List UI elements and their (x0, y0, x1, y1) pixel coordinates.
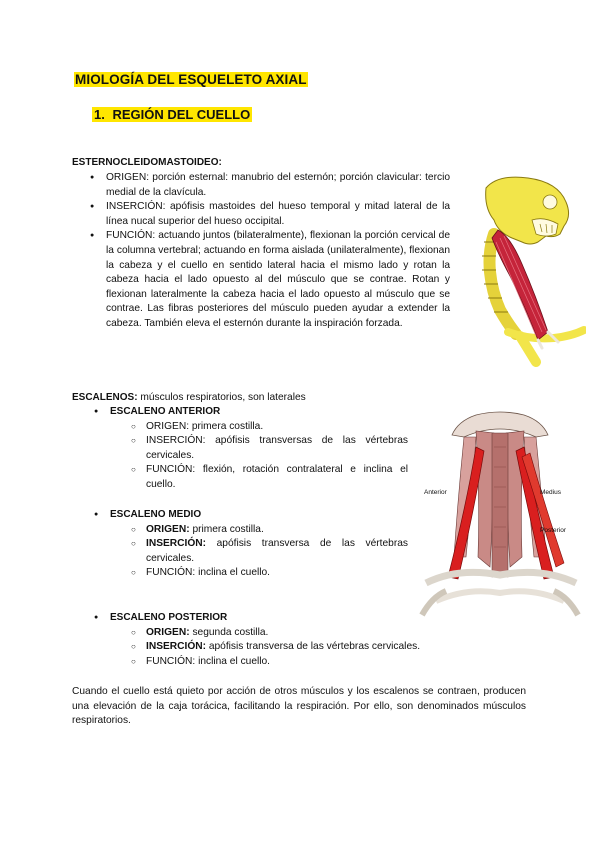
origin-label: ORIGEN: (146, 626, 190, 638)
function-label: FUNCIÓN: (146, 567, 196, 579)
scalene-medio-function (130, 566, 408, 581)
function-value: inclina el cuello. (198, 567, 271, 579)
function-value: inclina el cuello. (198, 655, 271, 667)
scm-insertion: ● INSERCIÓN: apófisis mastoides del hueso temporal y mitad lateral de la línea nucal superior del hueso occipital. (88, 200, 450, 229)
scalene-anterior-heading: ● ESCALENO ANTERIOR (92, 405, 412, 420)
origin-value: segunda costilla. (192, 626, 269, 638)
scm-heading: ESTERNOCLEIDOMASTOIDEO: (72, 157, 222, 168)
scalene-medio-insertion (130, 537, 408, 566)
scalene-posterior-insertion (130, 640, 492, 655)
section-title: REGIÓN DEL CUELLO (112, 107, 251, 122)
label-posterior: Posterior (540, 527, 567, 534)
insertion-label: INSERCIÓN: (146, 538, 206, 550)
scalene-anterior-insertion: ○ INSERCIÓN: apófisis transversas de las vértebras cervicales. (130, 434, 408, 463)
document-title: MIOLOGÍA DEL ESQUELETO AXIAL (75, 72, 307, 87)
scalenes-intro: músculos respiratorios, son laterales (140, 392, 306, 403)
scalene-medio-heading: ● ESCALENO MEDIO (92, 508, 412, 523)
scalene-anterior-block (92, 405, 412, 493)
closing-paragraph: Cuando el cuello está quieto por acción de otros músculos y los escalenos se contraen, producen una elevación de la caja torácica, facilitando la respiración. Por ello, son denominados músculos respiratorios. (72, 686, 526, 727)
function-label: FUNCIÓN: (146, 655, 196, 667)
insertion-value: apófisis transversa de las vértebras cervicales. (208, 641, 421, 653)
section-heading (92, 107, 252, 122)
scalene-posterior-function (130, 655, 492, 670)
label-medius: Medius (540, 489, 561, 496)
insertion-value: apófisis transversa de las vértebras cervicales. (146, 538, 408, 564)
scalene-anterior-function: ○ FUNCIÓN: flexión, rotación contralateral e inclina el cuello. (130, 463, 408, 492)
scalenes-heading: ESCALENOS: (72, 392, 138, 403)
scalene-medio-origin (130, 523, 408, 538)
skull-neck-drawing (458, 172, 586, 368)
scalene-medio-block (92, 508, 412, 581)
label-anterior: Anterior (424, 489, 447, 496)
scm-origin: ● ORIGEN: porción esternal: manubrio del esternón; porción clavicular: tercio medial de la clavícula. (88, 171, 450, 200)
scalene-posterior-origin (130, 626, 492, 641)
scm-illustration (458, 172, 586, 368)
section-number: 1. (94, 107, 105, 122)
scalenes-illustration (418, 407, 582, 621)
scalene-anterior-origin: ○ ORIGEN: primera costilla. (130, 420, 408, 435)
insertion-label: INSERCIÓN: (146, 641, 206, 653)
scalene-posterior-heading: ● ESCALENO POSTERIOR (92, 611, 492, 626)
origin-value: primera costilla. (192, 523, 264, 535)
scalenes-heading-line (72, 391, 306, 406)
neck-muscles-drawing (418, 407, 582, 621)
scm-list (88, 171, 450, 332)
origin-label: ORIGEN: (146, 523, 190, 535)
scm-function: ● FUNCIÓN: actuando juntos (bilateralmente), flexionan la porción cervical de la columna vertebral; actuando en forma aislada (unilateralmente), flexionan la cabeza y el cuello en sentido lateral hacia el mismo lado y rotan la cabeza hacia el lado opuesto al del músculo que se contrae. Rotan y flexionan lateralmente la cabeza hacia el lado opuesto al músculo que se contrae. Las fibras posteriores del músculo pueden ayudar a extender la cabeza. También eleva el esternón durante la inspiración forzada. (88, 229, 450, 331)
